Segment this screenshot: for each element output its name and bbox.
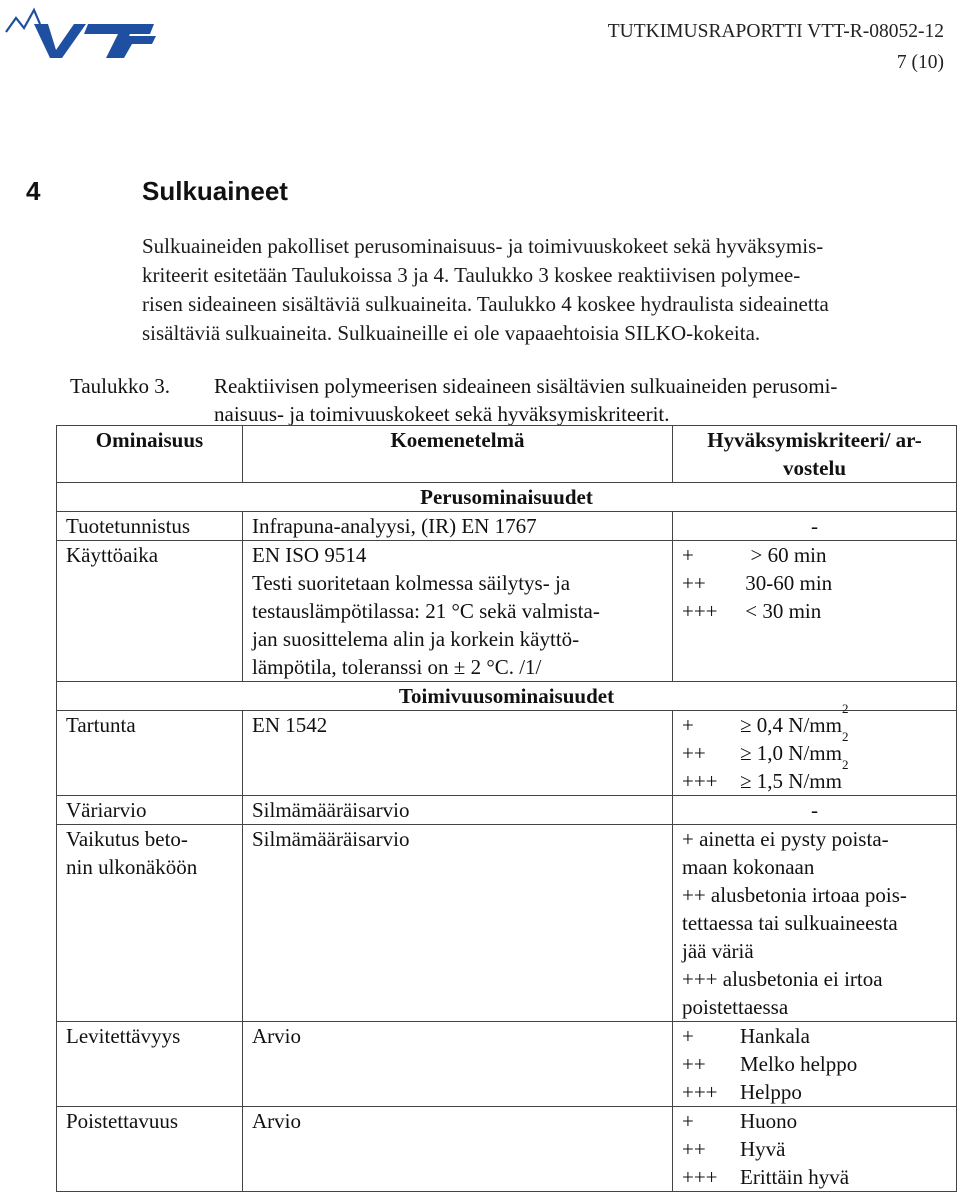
criteria-line: maan kokonaan — [682, 855, 815, 879]
cell-property: Poistettavuus — [57, 1107, 243, 1192]
table-header-row — [57, 426, 957, 483]
header-property: Ominaisuus — [57, 426, 243, 483]
header-method: Koemenetelmä — [243, 426, 673, 483]
intro-line: kriteerit esitetään Taulukoissa 3 ja 4. Taulukko 3 koskee reaktiivisen polymee- — [142, 263, 801, 287]
grade-text: Huono — [740, 1109, 798, 1133]
page-number: 7 (10) — [896, 52, 944, 73]
cell-method: Arvio — [243, 1022, 673, 1107]
header-criteria-line: Hyväksymiskriteeri/ ar- — [707, 428, 922, 452]
method-line: lämpötila, toleranssi on ± 2 °C. /1/ — [252, 655, 542, 679]
grade-mark: ++ — [682, 741, 706, 765]
grade-line — [682, 1135, 956, 1163]
grade-text: 30-60 min — [740, 571, 833, 595]
grade-text: ≥ 1,0 — [740, 741, 789, 765]
table-row — [57, 1107, 957, 1192]
cell-property: Tartunta — [57, 711, 243, 796]
grade-text: Erittäin hyvä — [740, 1165, 850, 1189]
cell-method — [243, 541, 673, 682]
section-number: 4 — [26, 176, 41, 206]
section-label-performance: Toimivuusominaisuudet — [57, 682, 957, 711]
cell-criteria — [673, 825, 957, 1022]
cell-method: Infrapuna-analyysi, (IR) EN 1767 — [243, 512, 673, 541]
cell-criteria: - — [673, 796, 957, 825]
cell-property: Väriarvio — [57, 796, 243, 825]
table-row — [57, 1022, 957, 1107]
grade-mark: +++ — [682, 1080, 718, 1104]
grade-unit: N/mm — [788, 769, 842, 793]
cell-criteria — [673, 1022, 957, 1107]
section-title: Sulkuaineet — [142, 176, 288, 206]
unit-exponent: 2 — [841, 701, 849, 716]
intro-line: sisältäviä sulkuaineita. Sulkuaineille ei ole vapaaehtoisia SILKO-kokeita. — [142, 321, 761, 345]
method-line: testauslämpötilassa: 21 °C sekä valmista- — [252, 599, 600, 623]
grade-mark: + — [682, 1109, 694, 1133]
requirements-table — [56, 425, 957, 1192]
method-line: jan suosittelema alin ja korkein käyttö- — [252, 627, 580, 651]
table-caption-text — [214, 372, 954, 428]
grade-line — [682, 541, 956, 569]
grade-text: ≥ 0,4 — [740, 713, 789, 737]
criteria-line: poistettaessa — [682, 995, 789, 1019]
grade-mark: + — [682, 543, 694, 567]
cell-property: Tuotetunnistus — [57, 512, 243, 541]
grade-text: ≥ 1,5 — [740, 769, 789, 793]
caption-line: naisuus- ja toimivuuskokeet sekä hyväksymiskriteerit. — [214, 402, 670, 426]
cell-criteria: - — [673, 512, 957, 541]
table-row — [57, 541, 957, 682]
grade-line — [682, 1022, 956, 1050]
intro-line: risen sideaineen sisältäviä sulkuaineita. Taulukko 4 koskee hydraulista sideainetta — [142, 292, 829, 316]
grade-text: Helppo — [740, 1080, 802, 1104]
grade-unit: N/mm — [788, 713, 842, 737]
grade-line — [682, 597, 956, 625]
grade-mark: +++ — [682, 1165, 718, 1189]
report-id: TUTKIMUSRAPORTTI VTT-R-08052-12 — [607, 21, 944, 42]
vtt-logo — [4, 6, 156, 62]
property-line: nin ulkonäköön — [66, 855, 198, 879]
header-criteria — [673, 426, 957, 483]
criteria-line: jää väriä — [682, 939, 754, 963]
section-row-basic — [57, 483, 957, 512]
grade-line — [682, 729, 956, 767]
grade-line — [682, 701, 956, 739]
intro-line: Sulkuaineiden pakolliset perusominaisuus- ja toimivuuskokeet sekä hyväksymis- — [142, 234, 824, 258]
method-line: Testi suoritetaan kolmessa säilytys- ja — [252, 571, 571, 595]
criteria-line: tettaessa tai sulkuaineesta — [682, 911, 898, 935]
grade-unit: N/mm — [788, 741, 842, 765]
table-row — [57, 711, 957, 796]
table-row — [57, 512, 957, 541]
section-row-performance — [57, 682, 957, 711]
header-criteria-line: vostelu — [783, 456, 846, 480]
cell-criteria — [673, 1107, 957, 1192]
unit-exponent: 2 — [841, 757, 849, 772]
property-line: Vaikutus beto- — [66, 827, 188, 851]
unit-exponent: 2 — [841, 729, 849, 744]
grade-line — [682, 1050, 956, 1078]
grade-text: Melko helppo — [740, 1052, 858, 1076]
cell-property — [57, 825, 243, 1022]
grade-mark: +++ — [682, 599, 718, 623]
table-row — [57, 825, 957, 1022]
grade-mark: ++ — [682, 1137, 706, 1161]
section-label-basic: Perusominaisuudet — [57, 483, 957, 512]
cell-property: Käyttöaika — [57, 541, 243, 682]
grade-line — [682, 569, 956, 597]
table-row — [57, 796, 957, 825]
grade-mark: +++ — [682, 769, 718, 793]
cell-method: Arvio — [243, 1107, 673, 1192]
grade-mark: ++ — [682, 571, 706, 595]
caption-line: Reaktiivisen polymeerisen sideaineen sisältävien sulkuaineiden perusomi- — [214, 374, 838, 398]
grade-text: Hankala — [740, 1024, 810, 1048]
criteria-line: +++ alusbetonia ei irtoa — [682, 967, 883, 991]
grade-mark: + — [682, 1024, 694, 1048]
grade-line — [682, 1163, 956, 1191]
grade-text: Hyvä — [740, 1137, 786, 1161]
grade-line — [682, 1078, 956, 1106]
grade-text: > 60 min — [740, 543, 827, 567]
grade-mark: ++ — [682, 1052, 706, 1076]
cell-method: Silmämääräisarvio — [243, 796, 673, 825]
grade-line — [682, 757, 956, 795]
criteria-line: ++ alusbetonia irtoaa pois- — [682, 883, 907, 907]
cell-method: Silmämääräisarvio — [243, 825, 673, 1022]
criteria-line: + ainetta ei pysty poista- — [682, 827, 889, 851]
grade-mark: + — [682, 713, 694, 737]
table-caption-label: Taulukko 3. — [70, 374, 171, 398]
method-line: EN ISO 9514 — [252, 543, 367, 567]
cell-property: Levitettävyys — [57, 1022, 243, 1107]
grade-line — [682, 1107, 956, 1135]
intro-paragraph — [142, 232, 954, 348]
cell-method: EN 1542 — [243, 711, 673, 796]
grade-text: < 30 min — [740, 599, 822, 623]
cell-criteria — [673, 701, 957, 796]
cell-criteria — [673, 541, 957, 682]
page-header — [608, 16, 944, 78]
